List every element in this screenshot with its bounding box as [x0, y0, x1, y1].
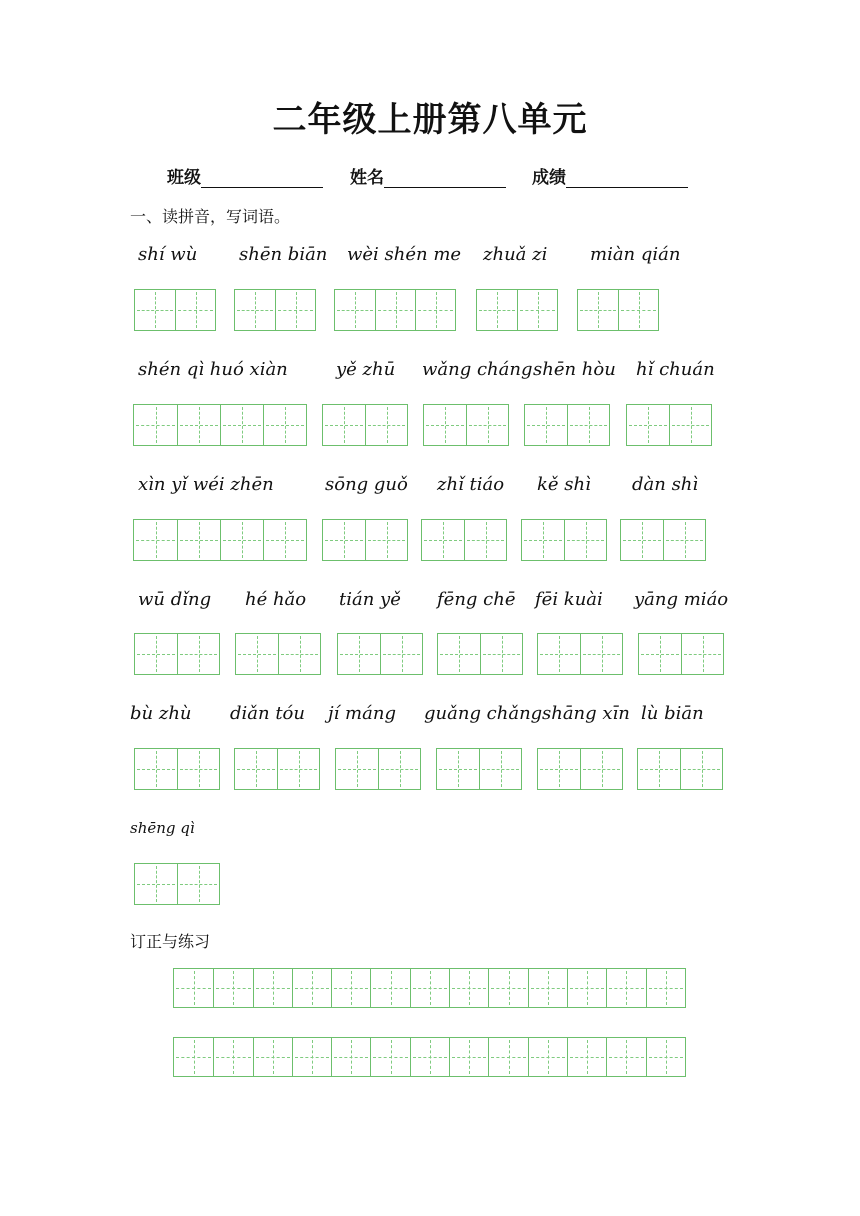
- pinyin-label: jí máng: [328, 703, 396, 724]
- pinyin-label: shēn biān: [239, 244, 328, 265]
- pinyin-label: zhǐ tiáo: [437, 474, 505, 495]
- class-field[interactable]: [167, 163, 323, 188]
- writing-box[interactable]: [620, 519, 706, 561]
- practice-row-1[interactable]: [173, 968, 686, 1008]
- pinyin-label: yāng miáo: [634, 589, 729, 610]
- writing-row-4: [0, 633, 860, 677]
- practice-row-2[interactable]: [173, 1037, 686, 1077]
- pinyin-label: fēi kuài: [535, 589, 603, 610]
- writing-box[interactable]: [337, 633, 423, 675]
- pinyin-label: sōng guǒ: [325, 474, 408, 495]
- writing-box[interactable]: [335, 748, 421, 790]
- writing-box[interactable]: [421, 519, 507, 561]
- pinyin-row-6: [0, 819, 860, 845]
- class-blank[interactable]: [201, 170, 323, 188]
- writing-box[interactable]: [322, 404, 408, 446]
- class-label: 班级: [167, 168, 201, 188]
- pinyin-row-3: [0, 474, 860, 500]
- pinyin-label: wǎng cháng: [422, 359, 533, 380]
- pinyin-row-5: [0, 703, 860, 729]
- pinyin-label: xìn yǐ wéi zhēn: [138, 474, 274, 495]
- writing-box[interactable]: [423, 404, 509, 446]
- writing-box[interactable]: [234, 748, 320, 790]
- writing-row-1: [0, 289, 860, 333]
- score-label: 成绩: [532, 168, 566, 188]
- pinyin-label: dàn shì: [632, 474, 699, 495]
- pinyin-label: hǐ chuán: [636, 359, 715, 380]
- writing-box[interactable]: [134, 289, 216, 331]
- writing-box[interactable]: [637, 748, 723, 790]
- writing-row-6: [0, 863, 860, 907]
- pinyin-label: wèi shén me: [347, 244, 462, 265]
- pinyin-row-4: [0, 589, 860, 615]
- writing-box[interactable]: [437, 633, 523, 675]
- writing-box[interactable]: [234, 289, 316, 331]
- pinyin-label: shén qì huó xiàn: [138, 359, 288, 380]
- name-label: 姓名: [350, 168, 384, 188]
- page-title: 二年级上册第八单元: [272, 100, 588, 140]
- writing-box[interactable]: [476, 289, 558, 331]
- writing-row-5: [0, 748, 860, 792]
- pinyin-label: lù biān: [641, 703, 704, 724]
- writing-box[interactable]: [133, 519, 307, 561]
- writing-row-3: [0, 519, 860, 563]
- pinyin-label: miàn qián: [590, 244, 681, 265]
- writing-box[interactable]: [521, 519, 607, 561]
- section-heading-pinyin: 一、读拼音，写词语。: [130, 207, 291, 226]
- pinyin-row-2: [0, 359, 860, 385]
- writing-box[interactable]: [235, 633, 321, 675]
- pinyin-label: hé hǎo: [245, 589, 307, 610]
- score-field[interactable]: [532, 163, 688, 188]
- pinyin-label: kě shì: [537, 474, 591, 495]
- writing-box[interactable]: [134, 863, 220, 905]
- pinyin-label: zhuǎ zi: [483, 244, 548, 265]
- pinyin-label: fēng chē: [437, 589, 516, 610]
- pinyin-label: wū dǐng: [138, 589, 212, 610]
- writing-box[interactable]: [436, 748, 522, 790]
- name-blank[interactable]: [384, 170, 506, 188]
- name-field[interactable]: [350, 163, 506, 188]
- writing-box[interactable]: [334, 289, 456, 331]
- pinyin-label: bù zhù: [130, 703, 192, 724]
- pinyin-label: shēng qì: [130, 819, 195, 837]
- writing-row-2: [0, 404, 860, 448]
- pinyin-label: diǎn tóu: [230, 703, 305, 724]
- writing-box[interactable]: [537, 748, 623, 790]
- pinyin-label: shāng xīn: [542, 703, 630, 724]
- writing-box[interactable]: [134, 633, 220, 675]
- writing-box[interactable]: [638, 633, 724, 675]
- section-heading-correction: 订正与练习: [130, 932, 211, 951]
- pinyin-label: tián yě: [339, 589, 401, 610]
- pinyin-row-1: [0, 244, 860, 270]
- writing-box[interactable]: [626, 404, 712, 446]
- writing-box[interactable]: [524, 404, 610, 446]
- writing-box[interactable]: [577, 289, 659, 331]
- writing-box[interactable]: [133, 404, 307, 446]
- writing-box[interactable]: [322, 519, 408, 561]
- writing-box[interactable]: [134, 748, 220, 790]
- pinyin-label: shí wù: [138, 244, 198, 265]
- pinyin-label: guǎng chǎng: [424, 703, 543, 724]
- pinyin-label: yě zhū: [336, 359, 396, 380]
- score-blank[interactable]: [566, 170, 688, 188]
- pinyin-label: shēn hòu: [533, 359, 616, 380]
- writing-box[interactable]: [537, 633, 623, 675]
